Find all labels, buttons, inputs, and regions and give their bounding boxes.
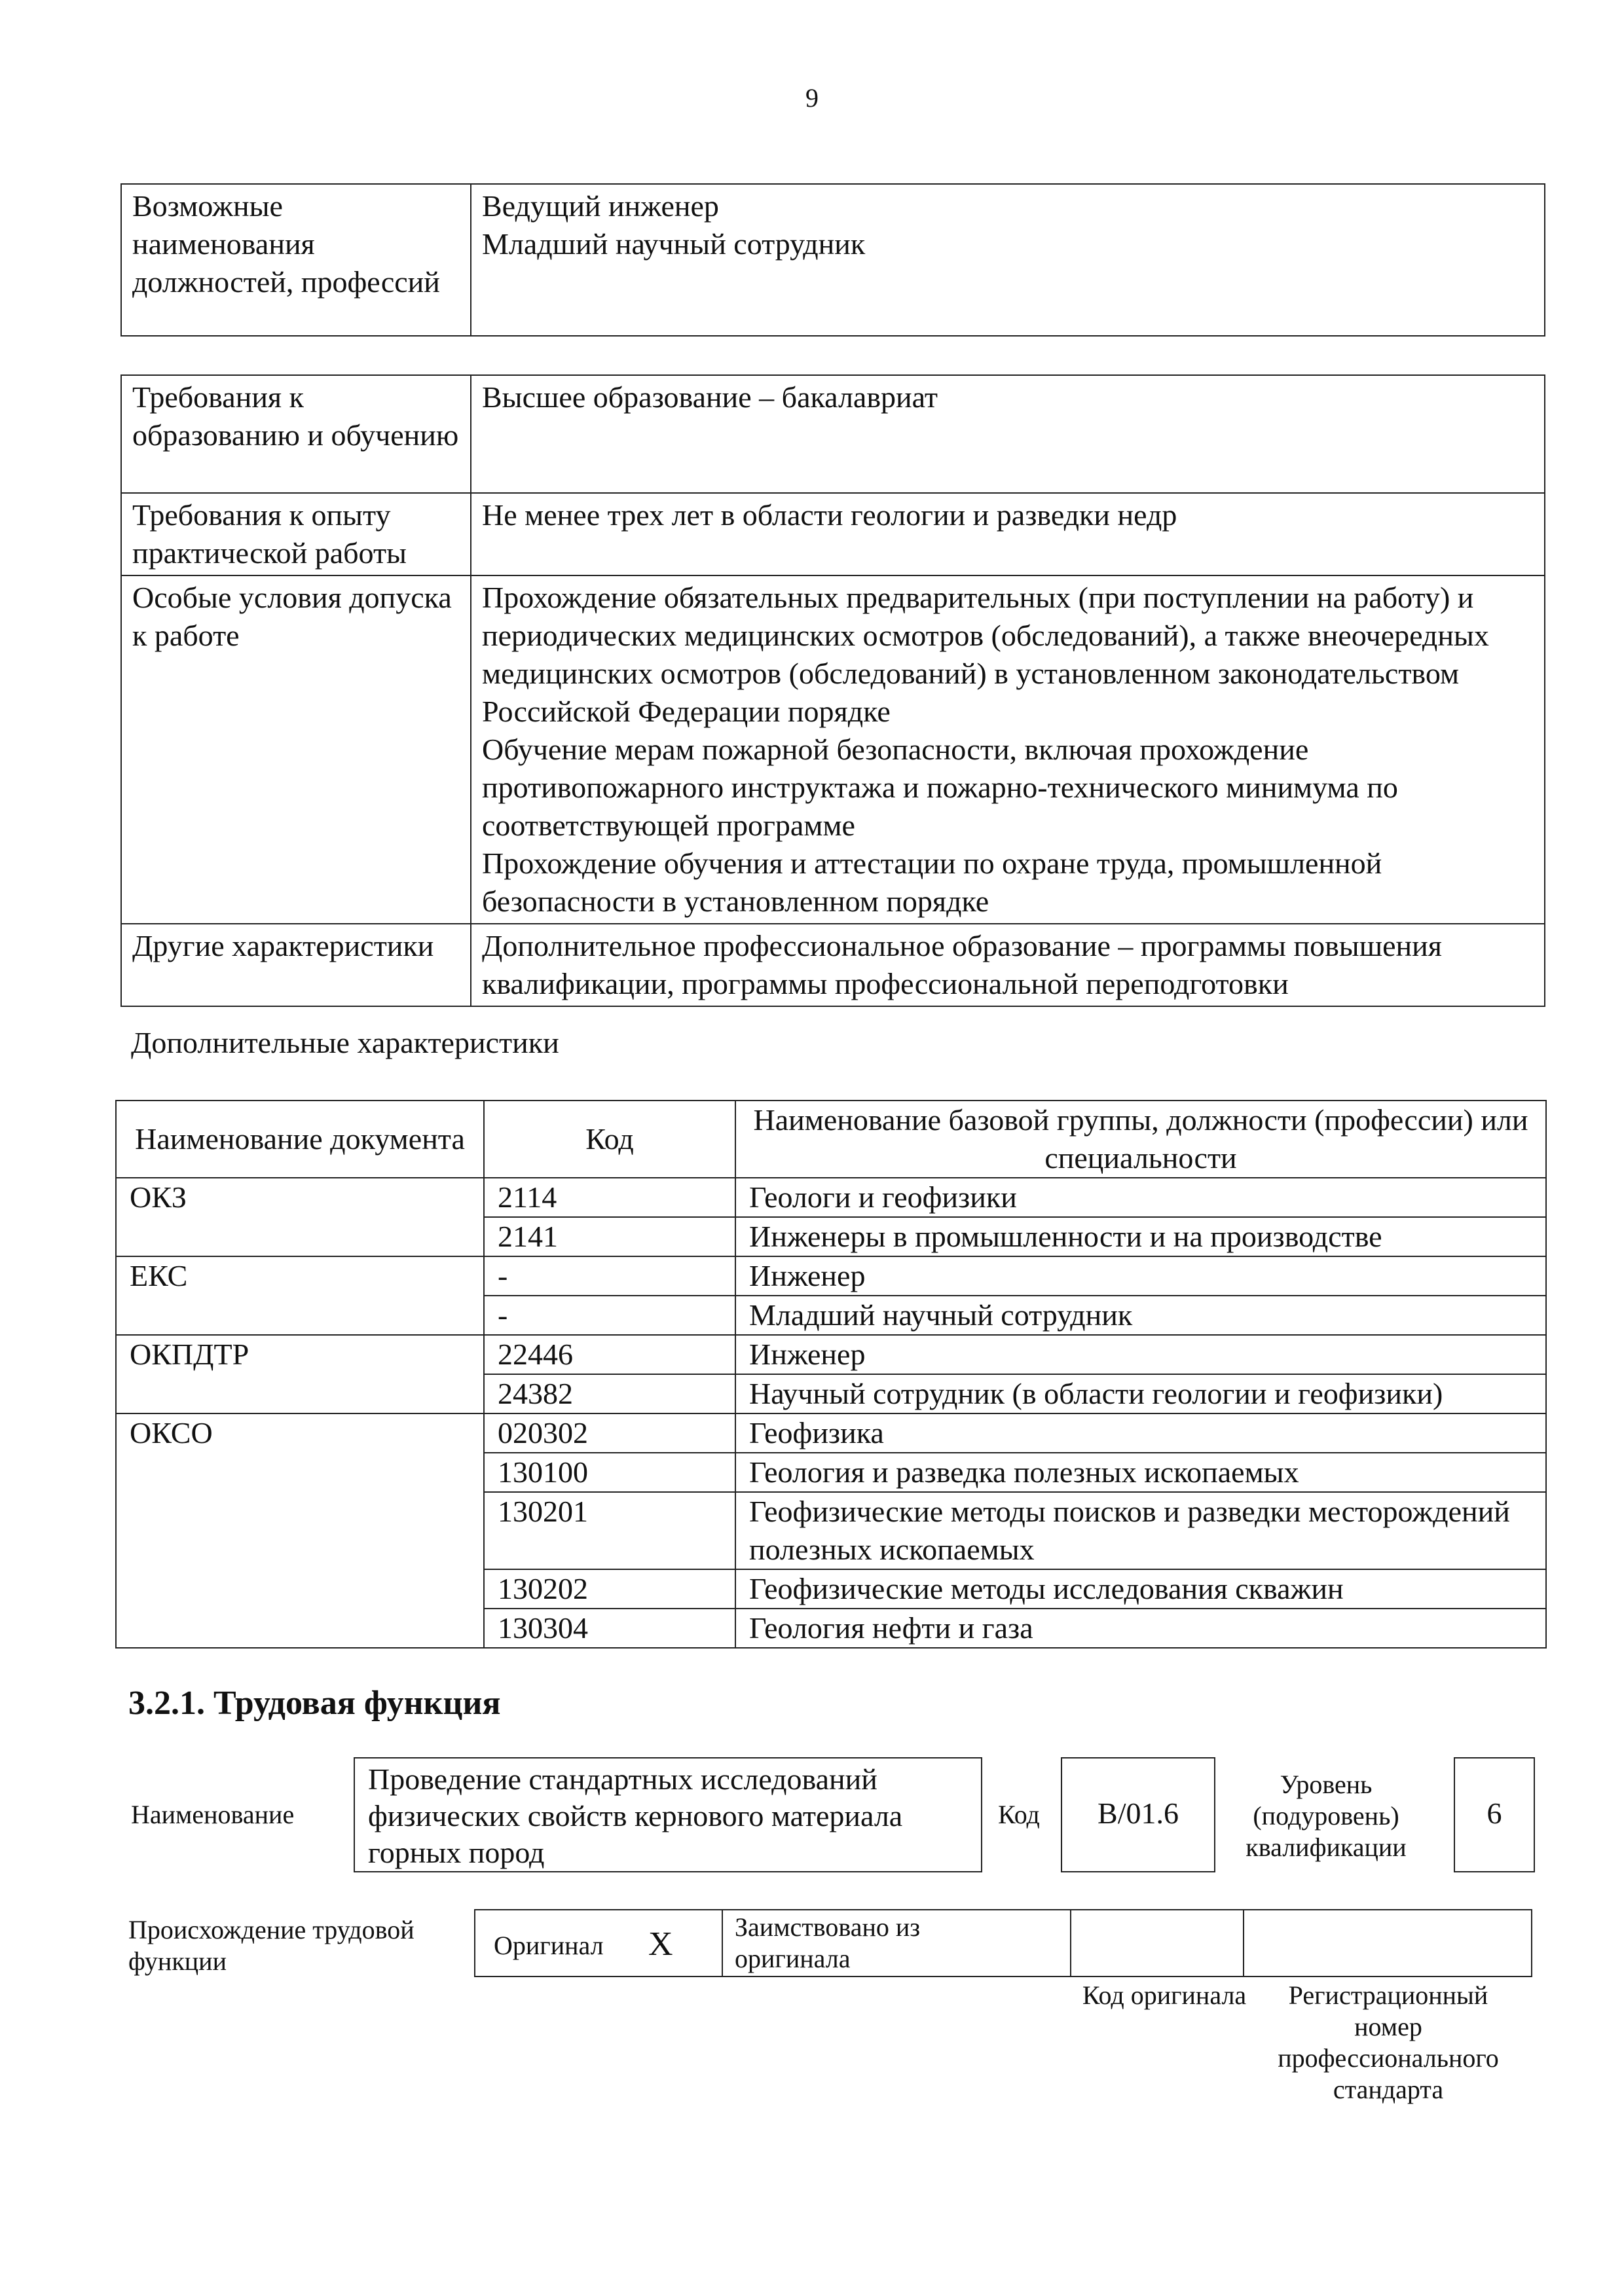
function-code-label: Код [998,1800,1040,1829]
additional-title: Дополнительные характеристики [131,1026,559,1059]
name-cell: Геофизические методы исследования скважин [735,1569,1546,1609]
name-cell: Инженеры в промышленности и на производстве [735,1217,1546,1256]
additional-table [115,1100,1547,1649]
header-group: Наименование базовой группы, должности (профессии) или специальности [735,1101,1546,1178]
table-row [121,575,1545,924]
page-number: 9 [805,83,819,113]
table-row [121,924,1545,1006]
function-name-value: Проведение стандартных исследований физических свойств кернового материала горных пород [354,1757,982,1872]
function-level-value: 6 [1454,1757,1535,1872]
name-cell: Геология нефти и газа [735,1609,1546,1648]
divider [1070,1910,1071,1976]
table-row [116,1256,1546,1296]
doc-name: ОКЗ [116,1178,484,1256]
code-cell: 24382 [484,1374,735,1413]
position-item: Младший научный сотрудник [482,227,866,261]
code-cell: - [484,1296,735,1335]
requirement-value: Дополнительное профессиональное образование – программы повышения квалификации, программы профессиональной переподготовки [471,924,1545,1006]
code-cell: - [484,1256,735,1296]
code-original-label: Код оригинала [1082,1980,1247,2010]
function-heading: 3.2.1. Трудовая функция [128,1685,501,1722]
doc-name: ОКПДТР [116,1335,484,1413]
requirement-value: Не менее трех лет в области геологии и разведки недр [471,493,1545,575]
code-cell: 130100 [484,1453,735,1492]
function-code-value: B/01.6 [1061,1757,1215,1872]
borrowed-label: Заимствовано из оригинала [735,1912,921,1973]
name-cell: Геология и разведка полезных ископаемых [735,1453,1546,1492]
code-cell: 130304 [484,1609,735,1648]
requirement-label: Особые условия допуска к работе [121,575,471,924]
position-item: Ведущий инженер [482,189,719,223]
requirements-table [120,374,1545,1007]
table-row [121,184,1545,336]
requirement-value: Прохождение обязательных предварительных (при поступлении на работу) и периодических медицинских осмотров (обследований), а также внеочередных медицинских осмотров (обследований) в установленном законодательством Российской Федерации порядке Обучение мерам пожарной безопасности, включая прохождение противопожарного инструктажа и пожарно-технического минимума по соответствующей программе Прохождение обучения и аттестации по охране труда, промышленной безопасности в установленном порядке [471,575,1545,924]
positions-label: Возможные наименования должностей, профессий [121,184,471,336]
function-name-label: Наименование [131,1800,295,1829]
header-code: Код [484,1101,735,1178]
code-cell: 020302 [484,1413,735,1453]
name-cell: Инженер [735,1335,1546,1374]
original-label: Оригинал [494,1931,604,1960]
reg-number-label: Регистрационный номер профессионального стандарта [1278,1980,1499,2104]
positions-table [120,183,1545,337]
table-row [116,1413,1546,1453]
divider [722,1910,723,1976]
code-cell: 22446 [484,1335,735,1374]
table-row [116,1178,1546,1217]
code-cell: 2141 [484,1217,735,1256]
original-mark: X [648,1925,673,1963]
requirement-value: Высшее образование – бакалавриат [471,375,1545,493]
code-cell: 2114 [484,1178,735,1217]
requirement-label: Требования к опыту практической работы [121,493,471,575]
code-cell: 130202 [484,1569,735,1609]
requirement-label: Другие характеристики [121,924,471,1006]
doc-name: ЕКС [116,1256,484,1335]
requirement-label: Требования к образованию и обучению [121,375,471,493]
name-cell: Геофизика [735,1413,1546,1453]
doc-name: ОКСО [116,1413,484,1648]
table-row [121,493,1545,575]
name-cell: Геологи и геофизики [735,1178,1546,1217]
origin-label: Происхождение трудовой функции [128,1915,415,1976]
table-header-row [116,1101,1546,1178]
name-cell: Инженер [735,1256,1546,1296]
name-cell: Младший научный сотрудник [735,1296,1546,1335]
table-row [116,1335,1546,1374]
header-document: Наименование документа [116,1101,484,1178]
code-cell: 130201 [484,1492,735,1569]
positions-values [471,184,1545,336]
name-cell: Геофизические методы поисков и разведки месторождений полезных ископаемых [735,1492,1546,1569]
function-level-label: Уровень (подуровень) квалификации [1246,1770,1407,1862]
name-cell: Научный сотрудник (в области геологии и геофизики) [735,1374,1546,1413]
divider [1243,1910,1244,1976]
origin-box [474,1909,1532,1977]
table-row [121,375,1545,493]
